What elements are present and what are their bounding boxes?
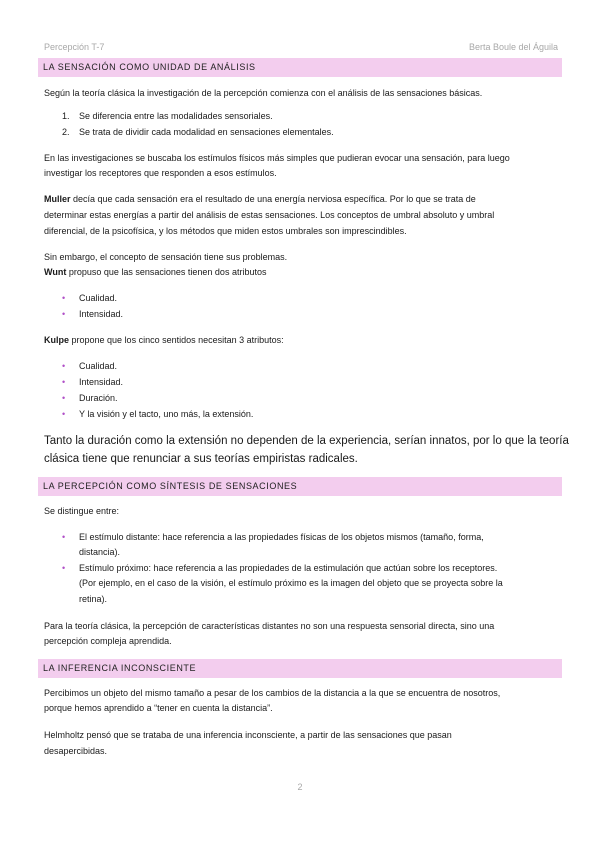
bullet-icon: •	[62, 377, 66, 387]
paragraph: Según la teoría clásica la investigación de la percepción comienza con el análisis de las sensaciones básicas.	[44, 88, 483, 98]
section-heading: LA SENSACIÓN COMO UNIDAD DE ANÁLISIS	[38, 58, 562, 77]
list-item: El estímulo distante: hace referencia a las propiedades físicas de los objetos mismos (tamaño, forma,	[79, 532, 484, 542]
paragraph-line: Helmholtz pensó que se trataba de una inferencia inconsciente, a partir de las sensaciones que pasan	[44, 730, 452, 740]
list-item: Intensidad.	[79, 309, 124, 319]
list-number: 1.	[62, 111, 70, 121]
bullet-icon: •	[62, 409, 66, 419]
paragraph-line	[44, 193, 476, 206]
list-item-continuation: (Por ejemplo, en el caso de la visión, el estímulo próximo es la imagen del objeto que se proyecta sobre la	[79, 578, 503, 588]
section-heading: LA PERCEPCIÓN COMO SÍNTESIS DE SENSACIONES	[38, 477, 562, 496]
list-item-continuation: retina).	[79, 594, 108, 604]
header-right: Berta Boule del Águila	[468, 42, 558, 52]
bullet-icon: •	[62, 309, 66, 319]
list-item: Cualidad.	[79, 293, 118, 303]
emphasis-line: clásica tiene que renunciar a sus teorías empiristas radicales.	[44, 453, 358, 465]
list-item: Duración.	[79, 393, 118, 403]
paragraph-line: Para la teoría clásica, la percepción de características distantes no son una respuesta sensorial directa, sino una	[44, 621, 495, 631]
paragraph-line: desapercibidas.	[44, 746, 108, 756]
author-name: Kulpe	[44, 335, 70, 345]
paragraph-text: decía que cada sensación era el resultado de una energía nerviosa específica. Por lo que se trata de	[70, 194, 476, 204]
bullet-icon: •	[62, 293, 66, 303]
list-item-continuation: distancia).	[79, 547, 121, 557]
paragraph-line: porque hemos aprendido a “tener en cuenta la distancia”.	[44, 703, 273, 713]
author-name: Wunt	[44, 267, 67, 277]
list-item: Se diferencia entre las modalidades sensoriales.	[79, 111, 273, 121]
paragraph-line: Sin embargo, el concepto de sensación tiene sus problemas.	[44, 252, 288, 262]
list-item: Estímulo próximo: hace referencia a las propiedades de la estimulación que actúan sobre los receptores.	[79, 563, 498, 573]
bullet-icon: •	[62, 563, 66, 573]
paragraph-line: percepción compleja aprendida.	[44, 636, 172, 646]
header-left: Percepción T-7	[44, 42, 105, 52]
bullet-icon: •	[62, 361, 66, 371]
section-heading: LA INFERENCIA INCONSCIENTE	[38, 659, 562, 678]
paragraph-line: determinar estas energías a partir del análisis de estas sensaciones. Los conceptos de umbral absoluto y umbral	[44, 210, 495, 220]
page-number: 2	[297, 782, 303, 792]
paragraph-line	[44, 266, 266, 279]
list-item: Cualidad.	[79, 361, 118, 371]
list-item: Intensidad.	[79, 377, 124, 387]
author-name: Muller	[44, 194, 71, 204]
list-item: Se trata de dividir cada modalidad en sensaciones elementales.	[79, 127, 334, 137]
bullet-icon: •	[62, 532, 66, 542]
paragraph-line: En las investigaciones se buscaba los estímulos físicos más simples que pudieran evocar una sensación, para luego	[44, 153, 510, 163]
paragraph-line: investigar los receptores que responden a esos estímulos.	[44, 168, 277, 178]
paragraph-line: diferencial, de la psicofísica, y los métodos que miden estos umbrales son imprescindibles.	[44, 226, 407, 236]
list-number: 2.	[62, 127, 70, 137]
paragraph-text: propone que los cinco sentidos necesitan 3 atributos:	[69, 335, 284, 345]
paragraph-line: Percibimos un objeto del mismo tamaño a pesar de los cambios de la distancia a la que se encuentra de nosotros,	[44, 688, 501, 698]
list-item: Y la visión y el tacto, uno más, la extensión.	[79, 409, 254, 419]
paragraph-text: propuso que las sensaciones tienen dos atributos	[66, 267, 267, 277]
paragraph: Se distingue entre:	[44, 506, 120, 516]
bullet-icon: •	[62, 393, 66, 403]
emphasis-line: Tanto la duración como la extensión no dependen de la experiencia, serían innatos, por lo que la teoría	[44, 435, 569, 447]
paragraph-line	[44, 334, 284, 347]
